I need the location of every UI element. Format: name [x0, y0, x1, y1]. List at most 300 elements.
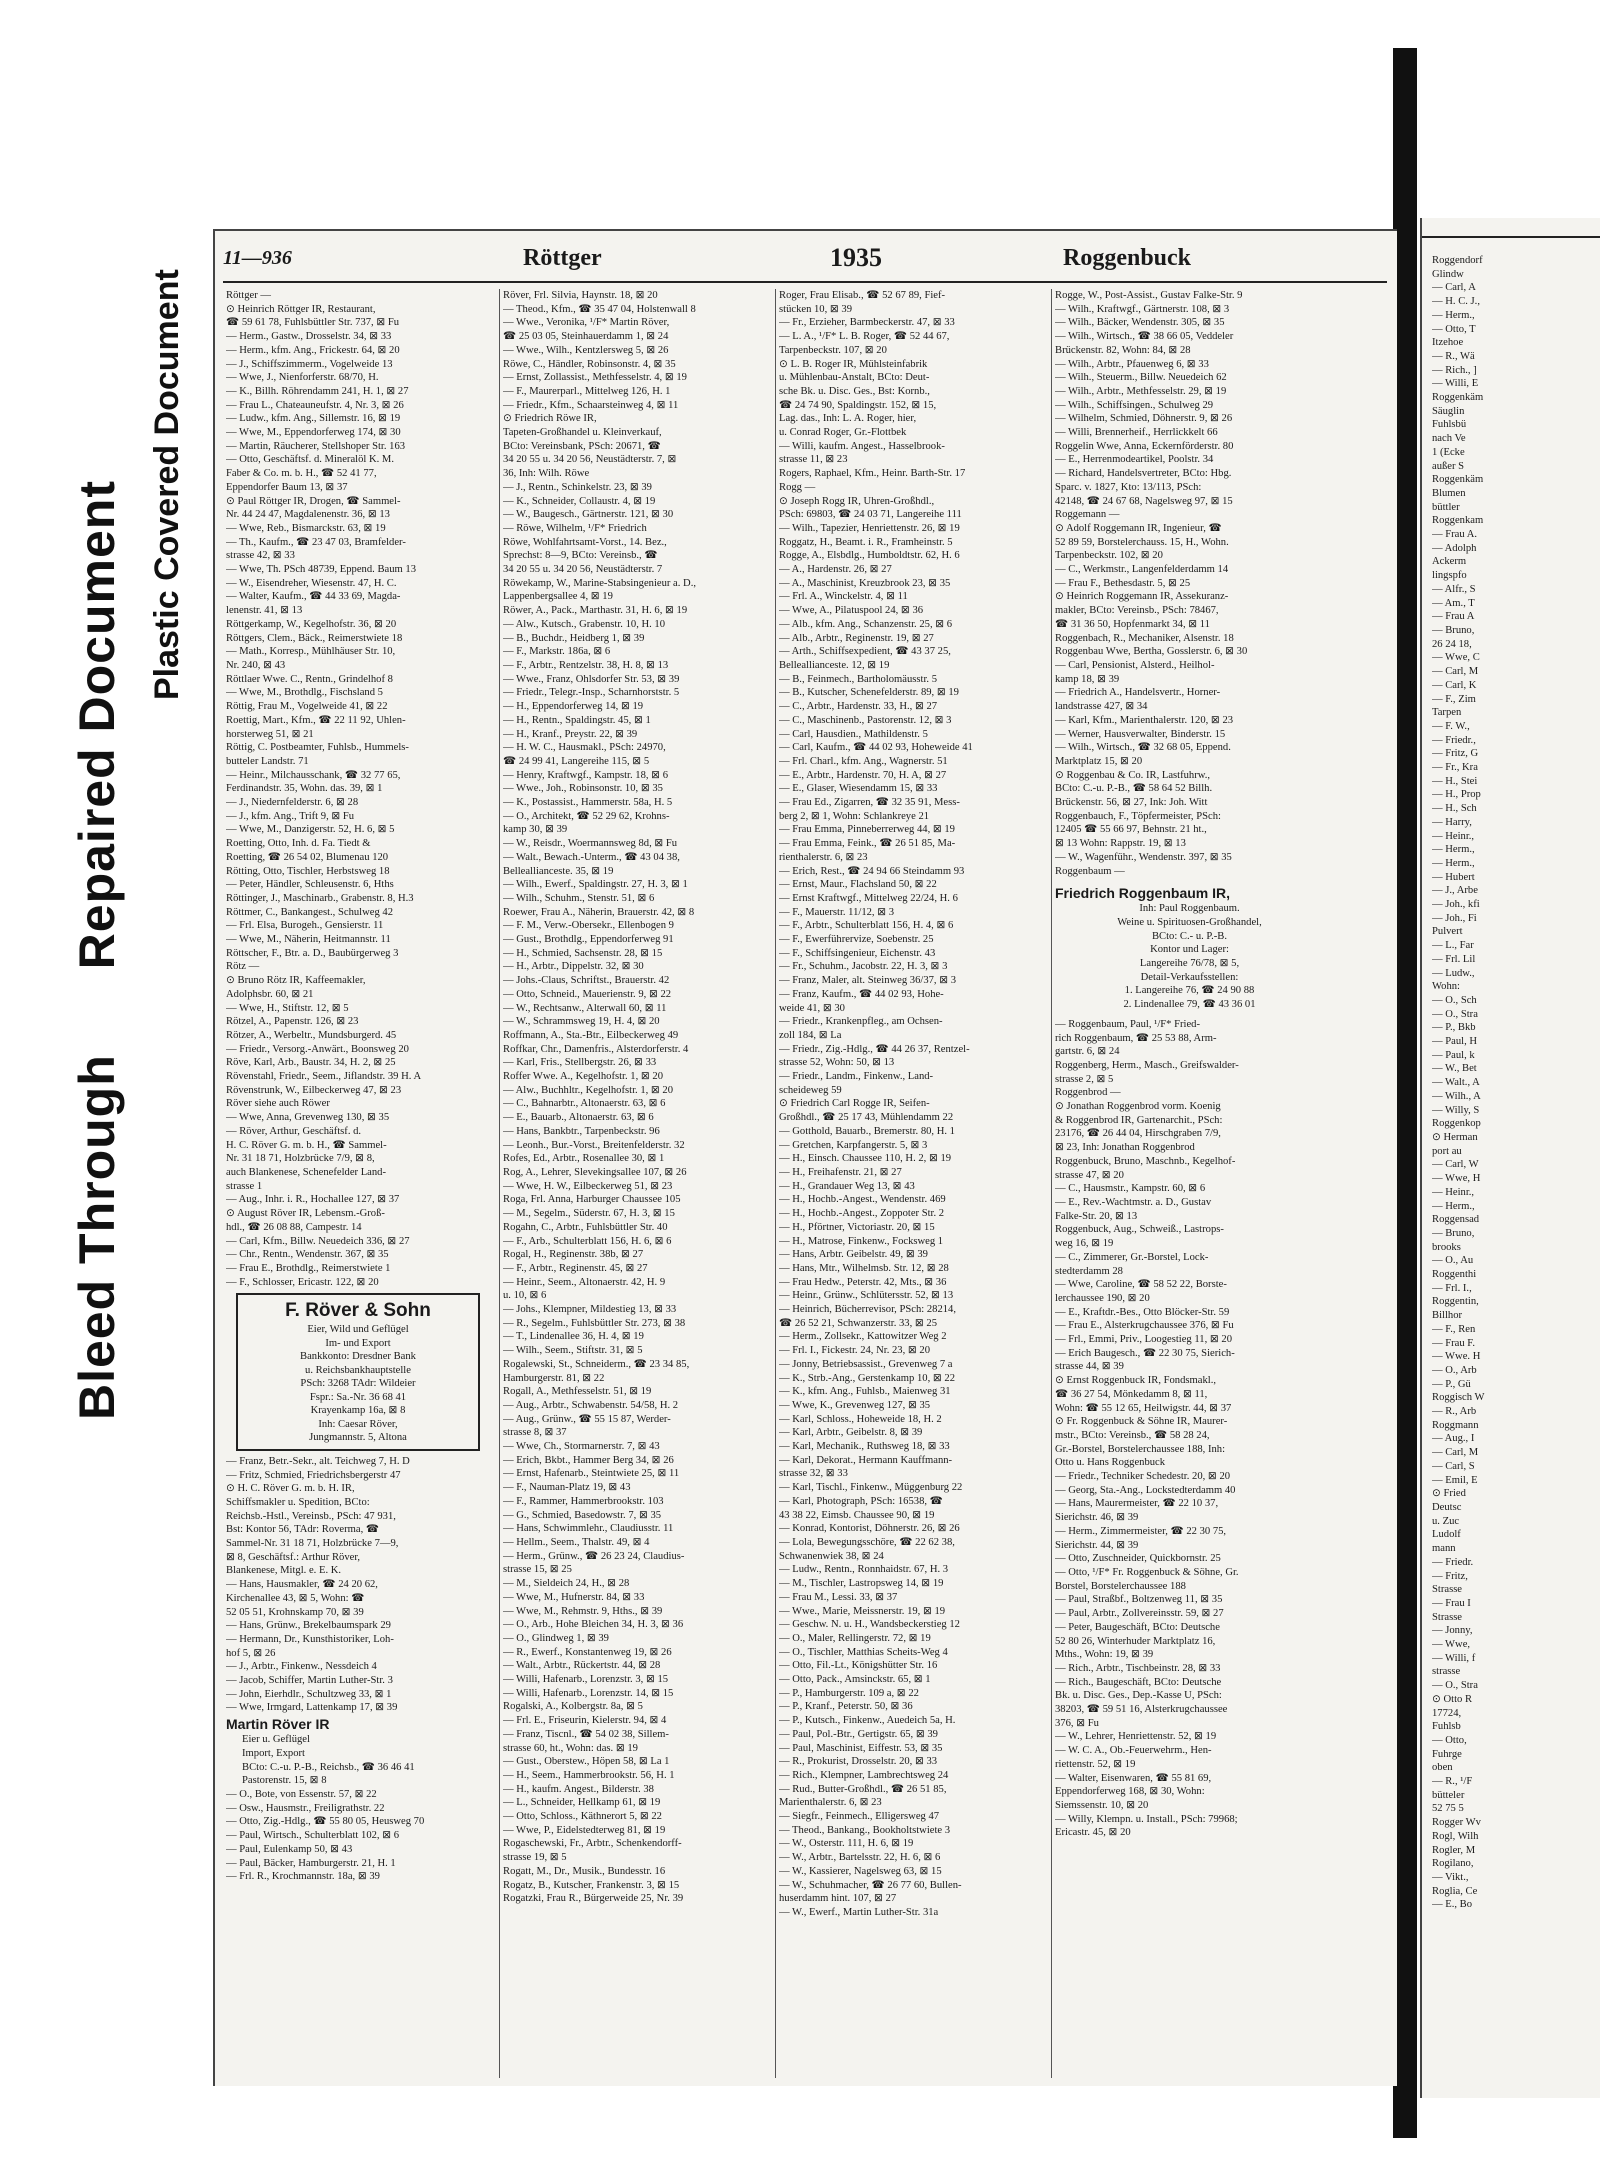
directory-entry-line: gartstr. 6, ⊠ 24 — [1055, 1046, 1120, 1058]
directory-entry-line: — Wwe., Wilh., Kentzlersweg 5, ⊠ 26 — [503, 344, 669, 356]
directory-entry-line: — Carl, M — [1432, 1447, 1479, 1459]
directory-entry-line: Falke-Str. 20, ⊠ 13 — [1055, 1210, 1138, 1222]
directory-entry-line: — Frau A. — [1432, 529, 1478, 541]
directory-entry-line: Adolphsbr. 60, ⊠ 21 — [226, 988, 314, 1000]
directory-entry-line: ⊙ H. C. Röver G. m. b. H. IR, — [226, 1483, 355, 1495]
directory-entry-line: — F., Markstr. 186a, ⊠ 6 — [503, 646, 611, 658]
directory-entry-line: — Friedr., — [1432, 734, 1476, 746]
directory-entry-line: — Wilh., Seem., Stiftstr. 31, ⊠ 5 — [503, 1345, 643, 1357]
directory-entry-line: — W., Osterstr. 111, H. 6, ⊠ 19 — [779, 1838, 914, 1850]
directory-entry-line: — Fr., Erzieher, Barmbeckerstr. 47, ⊠ 33 — [779, 317, 955, 329]
directory-entry-line: — Frl. I., Fickestr. 24, Nr. 23, ⊠ 20 — [779, 1345, 931, 1357]
directory-entry-line: — Paul, Maschinist, Eiffestr. 53, ⊠ 35 — [779, 1742, 943, 1754]
directory-entry-line: 17724, — [1432, 1707, 1462, 1719]
directory-entry-line: — M., Sieldeich 24, H., ⊠ 28 — [503, 1578, 630, 1590]
directory-entry-line: — Hans, Maurermeister, ☎ 22 10 37, — [1055, 1498, 1219, 1510]
directory-entry-line: ⊙ August Röver IR, Lebensm.-Groß- — [226, 1208, 385, 1220]
directory-entry-line: — W. C. A., Ob.-Feuerwehrm., Hen- — [1055, 1745, 1212, 1757]
directory-entry-line: — Karl, Arbtr., Geibelstr. 8, ⊠ 39 — [779, 1427, 923, 1439]
directory-entry-line: Fuhrge — [1432, 1748, 1462, 1760]
directory-entry-line: scheideweg 59 — [779, 1084, 842, 1096]
directory-entry-line: — Friedr., Versorg.-Anwärt., Boonsweg 20 — [226, 1043, 409, 1055]
directory-entry-line: — P., Bkb — [1432, 1022, 1476, 1034]
directory-entry-line: Roger, Frau Elisab., ☎ 52 67 89, Fief- — [779, 290, 946, 301]
directory-entry-line: Schiffsmakler u. Spedition, BCto: — [226, 1496, 370, 1508]
directory-entry-line: — Gust., Brothdlg., Eppendorferweg 91 — [503, 934, 674, 946]
directory-entry-line: — Frau I — [1432, 1597, 1471, 1609]
directory-entry-line: Pastorenstr. 15, ⊠ 8 — [242, 1775, 327, 1787]
directory-entry-line: 42148, ☎ 24 67 68, Nagelsweg 97, ⊠ 15 — [1055, 495, 1233, 507]
directory-entry-line: Roettig, Mart., Kfm., ☎ 22 11 92, Uhlen- — [226, 714, 406, 726]
directory-entry-line: Röwe, Wohlfahrtsamt-Vorst., 14. Bez., — [503, 536, 667, 548]
column-4 — [1051, 289, 1327, 2078]
directory-entry-line: — Frau F. — [1432, 1337, 1476, 1349]
directory-entry-line: Rötting, Otto, Tischler, Herbstsweg 18 — [226, 865, 390, 877]
directory-entry-line: u. Zuc — [1432, 1515, 1460, 1527]
directory-entry-line: ⊙ Otto R — [1432, 1693, 1473, 1705]
directory-entry-line: Roga, Frl. Anna, Harburger Chaussee 105 — [503, 1194, 681, 1206]
directory-entry-line: H. C. Röver G. m. b. H., ☎ Sammel- — [226, 1139, 387, 1151]
bleed-through-label: Bleed Through — [69, 1054, 125, 1420]
directory-entry-line: port au — [1432, 1145, 1462, 1157]
directory-entry-line: — John, Eierhdlr., Schultzweg 33, ⊠ 1 — [226, 1688, 392, 1700]
directory-entry-line: — Bruno, — [1432, 624, 1475, 636]
directory-entry-line: — Frau E., Brothdlg., Reimerstwiete 1 — [226, 1262, 391, 1274]
directory-entry-line: oben — [1432, 1762, 1453, 1774]
directory-entry-line: — Math., Korresp., Mühlhäuser Str. 10, — [226, 646, 396, 658]
directory-entry-line: — L. A., ¹/F* L. B. Roger, ☎ 52 44 67, — [779, 331, 950, 343]
directory-entry-line: — Hellm., Seem., Thalstr. 49, ⊠ 4 — [503, 1536, 650, 1548]
directory-entry-line: Import, Export — [242, 1747, 305, 1759]
directory-entry-line: Ferdinandstr. 35, Wohn. das. 39, ⊠ 1 — [226, 783, 383, 795]
directory-entry-line: — Willi, f — [1432, 1652, 1476, 1664]
directory-entry-line: Roglia, Ce — [1432, 1885, 1478, 1897]
directory-entry-line: — R., Arb — [1432, 1406, 1477, 1418]
directory-entry-line: — K., Schneider, Collaustr. 4, ⊠ 19 — [503, 495, 656, 507]
directory-entry-line: landstrasse 427, ⊠ 34 — [1055, 701, 1148, 713]
directory-entry-line: Fspr.: Sa.-Nr. 36 68 41 — [309, 1391, 407, 1403]
directory-entry-line: Röve, Karl, Arb., Baustr. 34, H. 2, ⊠ 25 — [226, 1057, 396, 1069]
directory-entry-line: Krayenkamp 16a, ⊠ 8 — [310, 1405, 406, 1417]
directory-entry-line: — B., Feinmech., Bartholomäusstr. 5 — [779, 673, 938, 685]
directory-entry-line: — O., Sch — [1432, 994, 1477, 1006]
directory-entry-line: — J., Schiffszimmerm., Vogelweide 13 — [226, 358, 393, 370]
directory-entry-line: — J., Arbtr., Finkenw., Nessdeich 4 — [226, 1661, 377, 1673]
directory-entry-line: Blankenese, Mitgl. e. E. K. — [226, 1565, 342, 1577]
directory-entry-line: Röttgers, Clem., Bäck., Reimerstwiete 18 — [226, 632, 403, 644]
directory-entry-line: u. Reichsbankhauptstelle — [305, 1364, 411, 1376]
directory-entry-line: mann — [1432, 1543, 1456, 1555]
directory-entry-line: — Frau M., Lessi. 33, ⊠ 37 — [779, 1591, 898, 1603]
directory-entry-line: — Carl, S — [1432, 1460, 1475, 1472]
directory-entry-line: BCto: C.- u. P.-B. — [1151, 930, 1228, 942]
directory-entry-line: strasse 2, ⊠ 5 — [1055, 1073, 1114, 1085]
directory-entry-line: — H., Seem., Hammerbrookstr. 56, H. 1 — [503, 1769, 675, 1781]
directory-entry-line: — W., Wagenführ., Wendenstr. 397, ⊠ 35 — [1055, 851, 1232, 863]
directory-entry-line: Röttger — — [226, 290, 272, 301]
directory-entry-line: Im- und Export — [325, 1337, 391, 1349]
directory-entry-line: — Harry, — [1432, 816, 1472, 828]
directory-entry-line: horsterweg 51, ⊠ 21 — [226, 728, 314, 740]
directory-entry-line: — J., Rentn., Schinkelstr. 23, ⊠ 39 — [503, 481, 652, 493]
directory-entry-line: — H., Einsch. Chaussee 110, H. 2, ⊠ 19 — [779, 1153, 952, 1165]
directory-entry-line: — H., Pförtner, Victoriastr. 20, ⊠ 15 — [779, 1221, 935, 1233]
directory-entry-line: — Aug., Arbtr., Schwabenstr. 54/58, H. 2 — [503, 1399, 679, 1411]
directory-entry-line: — Paul, Bäcker, Hamburgerstr. 21, H. 1 — [226, 1857, 396, 1869]
directory-entry-line: Weine u. Spirituosen-Großhandel, — [1117, 916, 1262, 928]
directory-entry-line: — H., Sch — [1432, 803, 1477, 815]
directory-entry-line: — Röwe, Wilhelm, ¹/F* Friedrich — [503, 522, 647, 534]
directory-entry-line: — Georg, Sta.-Ang., Lockstedterdamm 40 — [1055, 1484, 1236, 1496]
directory-entry-line: Roggendorf — [1432, 255, 1483, 266]
directory-entry-line: — R., Wä — [1432, 350, 1475, 362]
directory-entry-line: — Wilh., Steuerm., Billw. Neuedeich 62 — [1055, 372, 1227, 384]
column-1 — [223, 289, 493, 2078]
directory-entry-line: — H., Hochb.-Angest., Zoppoter Str. 2 — [779, 1208, 945, 1220]
directory-entry-line: — H., Kranf., Preystr. 22, ⊠ 39 — [503, 728, 638, 740]
directory-entry-line: — Wwe, K., Grevenweg 127, ⊠ 35 — [779, 1399, 931, 1411]
directory-entry-line: u. 10, ⊠ 6 — [503, 1290, 547, 1302]
directory-entry-line: bütteler — [1432, 1789, 1465, 1801]
directory-entry-line: — F., Nauman-Platz 19, ⊠ 43 — [503, 1482, 631, 1494]
directory-entry-line: Wohn: — [1432, 981, 1460, 993]
directory-entry-line: — O., Arb., Hohe Bleichen 34, H. 3, ⊠ 36 — [503, 1619, 684, 1631]
directory-entry-line: — Friedr., Telegr.-Insp., Scharnhorststr. 5 — [503, 687, 680, 699]
directory-entry-line: — Rich., ] — [1432, 364, 1477, 376]
directory-entry-line: Bankkonto: Dresdner Bank — [300, 1351, 416, 1363]
directory-entry-line: — Herm., Zimmermeister, ☎ 22 30 75, — [1055, 1525, 1227, 1537]
directory-entry-line: — Fr., Kra — [1432, 762, 1478, 774]
directory-entry-line: Nr. 44 24 47, Magdalenenstr. 36, ⊠ 13 — [226, 509, 390, 521]
directory-entry-line: nach Ve — [1432, 433, 1466, 445]
directory-entry-line: strasse 32, ⊠ 33 — [779, 1468, 848, 1480]
martin-roever-heading: Martin Röver IR — [226, 1716, 330, 1733]
directory-entry-line: — Wilh., Bäcker, Wendenstr. 305, ⊠ 35 — [1055, 317, 1225, 329]
directory-entry-line: — Frl. Lil — [1432, 953, 1476, 965]
directory-entry-line: — Frl. E., Friseurin, Kielerstr. 94, ⊠ 4 — [503, 1715, 667, 1727]
directory-entry-line: Deutsc — [1432, 1501, 1462, 1513]
directory-entry-line: — Franz, Tiscnl., ☎ 54 02 38, Sillem- — [503, 1728, 669, 1740]
directory-entry-line: Roetting, Otto, Inh. d. Fa. Tiedt & — [226, 838, 371, 850]
directory-entry-line: — O., Arb — [1432, 1364, 1477, 1376]
directory-entry-line: — Wilh., A — [1432, 1090, 1481, 1102]
directory-entry-line: — Wilh., Tapezier, Henriettenstr. 26, ⊠ 19 — [779, 522, 960, 534]
directory-entry-line: — B., Buchdr., Heidberg 1, ⊠ 39 — [503, 632, 645, 644]
directory-entry-line: — Roggenbaum, Paul, ¹/F* Fried- — [1055, 1018, 1201, 1030]
directory-entry-line: ⊙ Adolf Roggemann IR, Ingenieur, ☎ — [1055, 522, 1222, 534]
directory-entry-line: 26 24 18, — [1432, 638, 1472, 650]
directory-entry-line: Brückenstr. 82, Wohn: 84, ⊠ 28 — [1055, 344, 1191, 356]
directory-entry-line: — H., kaufm. Angest., Bilderstr. 38 — [503, 1783, 654, 1795]
directory-entry-line: — Bruno, — [1432, 1227, 1475, 1239]
directory-columns — [223, 289, 1387, 2078]
side-labels — [68, 269, 187, 1420]
directory-entry-line: — Wwe, — [1432, 1639, 1471, 1651]
directory-entry-line: — H., Freihafenstr. 21, ⊠ 27 — [779, 1167, 902, 1178]
directory-entry-line: Pulvert — [1432, 926, 1463, 938]
directory-entry-line: — H., Arbtr., Dippelstr. 32, ⊠ 30 — [503, 961, 644, 973]
directory-entry-line: — Joh., Fi — [1432, 912, 1477, 924]
directory-entry-line: — Wwe, H., Stiftstr. 12, ⊠ 5 — [226, 1002, 349, 1014]
directory-entry-line: — Wwe. H — [1432, 1351, 1481, 1363]
directory-entry-line: Marktplatz 15, ⊠ 20 — [1055, 755, 1143, 767]
directory-entry-line: Nr. 240, ⊠ 43 — [226, 659, 286, 671]
directory-entry-line: Hamburgerstr. 81, ⊠ 22 — [503, 1372, 605, 1384]
directory-entry-line: — G., Schmied, Basedowstr. 7, ⊠ 35 — [503, 1509, 662, 1521]
directory-entry-line: ⊙ Fr. Roggenbuck & Söhne IR, Maurer- — [1055, 1416, 1228, 1428]
directory-entry-line: — Frl. R., Krochmannstr. 18a, ⊠ 39 — [226, 1871, 380, 1883]
directory-entry-line: ☎ 24 99 41, Langereihe 115, ⊠ 5 — [503, 755, 650, 767]
directory-entry-line: — C., Werkmstr., Langenfelderdamm 14 — [1055, 564, 1229, 576]
directory-entry-line: — Fr., Schuhm., Jacobstr. 22, H. 3, ⊠ 3 — [779, 961, 948, 973]
directory-entry-line: — Otto, Geschäftsf. d. Mineralöl K. M. — [226, 454, 394, 466]
directory-entry-line: Röver siehe auch Röwer — [226, 1098, 330, 1110]
directory-entry-line: — Friedr., Kfm., Schaarsteinweg 4, ⊠ 11 — [503, 399, 679, 411]
directory-entry-line: Eier, Wild und Geflügel — [307, 1324, 409, 1336]
directory-entry-line: Roffmann, A., Sta.-Btr., Eilbeckerweg 49 — [503, 1029, 679, 1041]
directory-entry-line: Sierichstr. 44, ⊠ 39 — [1055, 1539, 1139, 1551]
directory-entry-line: hof 5, ⊠ 26 — [226, 1647, 276, 1659]
directory-entry-line: — Fritz, Schmied, Friedrichsbergerstr 47 — [226, 1469, 401, 1481]
directory-entry-line: Rogatt, M., Dr., Musik., Bundesstr. 16 — [503, 1865, 666, 1877]
directory-entry-line: — Rich., Klempner, Lambrechtsweg 24 — [779, 1769, 949, 1781]
directory-entry-line: 52 75 5 — [1432, 1803, 1464, 1815]
directory-entry-line: — Karl, Schloss., Hoheweide 18, H. 2 — [779, 1413, 942, 1425]
directory-entry-line: — Carl, A — [1432, 282, 1476, 294]
directory-entry-line: strasse 60, ht., Wohn: das. ⊠ 19 — [503, 1742, 638, 1754]
directory-entry-line: — Fritz, G — [1432, 748, 1479, 760]
directory-entry-line: — E., Herrenmodeartikel, Poolstr. 34 — [1055, 454, 1214, 466]
directory-entry-line: — H., Rentn., Spaldingstr. 45, ⊠ 1 — [503, 714, 651, 726]
directory-entry-line: — Otto, Zuschneider, Quickbornstr. 25 — [1055, 1553, 1221, 1565]
directory-entry-line: — Wwe, M., Näherin, Heitmannstr. 11 — [226, 934, 391, 946]
directory-entry-line: — Frau Emma, Pinneberrerweg 44, ⊠ 19 — [779, 824, 955, 836]
directory-entry-line: Roewer, Frau A., Näherin, Brauerstr. 42, ⊠ 8 — [503, 906, 695, 918]
directory-entry-line: — Gust., Oberstew., Höpen 58, ⊠ La 1 — [503, 1756, 670, 1768]
directory-entry-line: strasse — [1432, 1666, 1461, 1678]
directory-entry-line: — R., ¹/F — [1432, 1776, 1473, 1788]
directory-entry-line: — Paul, H — [1432, 1036, 1478, 1048]
directory-entry-line: — Jonny, Betriebsassist., Grevenweg 7 a — [779, 1358, 953, 1370]
directory-entry-line: — Heinrich, Bücherrevisor, PSch: 28214, — [779, 1304, 956, 1316]
directory-entry-line: ⊠ 23, Inh: Jonathan Roggenbrod — [1055, 1142, 1195, 1154]
directory-entry-line: — E., Bo — [1432, 1899, 1473, 1911]
directory-entry-line: — Johs., Klempner, Mildestieg 13, ⊠ 33 — [503, 1304, 677, 1316]
directory-entry-line: — O., Glindweg 1, ⊠ 39 — [503, 1632, 609, 1644]
directory-entry-line: — Otto, Zig.-Hdlg., ☎ 55 80 05, Heusweg 70 — [226, 1816, 425, 1828]
directory-entry-line: Sparc. v. 1827, Kto: 13/113, PSch: — [1055, 481, 1202, 493]
directory-entry-line: — Wwe, C — [1432, 652, 1480, 664]
directory-entry-line: — Johs.-Claus, Schriftst., Brauerstr. 42 — [503, 975, 670, 987]
directory-entry-line: Eppendorfer Baum 13, ⊠ 37 — [226, 481, 348, 493]
directory-entry-line: — Wwe., Franz, Ohlsdorfer Str. 53, ⊠ 39 — [503, 673, 680, 685]
directory-entry-line: stedterdamm 28 — [1055, 1265, 1123, 1277]
directory-entry-line: — Otto, Pack., Amsinckstr. 65, ⊠ 1 — [779, 1674, 931, 1686]
directory-entry-line: 2. Lindenallee 79, ☎ 43 36 01 — [1123, 999, 1256, 1011]
directory-entry-line: Nr. 31 18 71, Holzbrücke 7/9, ⊠ 8, — [226, 1153, 375, 1165]
directory-entry-line: Rogler, M — [1432, 1844, 1476, 1856]
directory-entry-line: 1. Langereihe 76, ☎ 24 90 88 — [1124, 985, 1255, 997]
directory-entry-line: ☎ 59 61 78, Fuhlsbüttler Str. 737, ⊠ Fu — [226, 317, 400, 329]
directory-entry-line: — Frau Emma, Feink., ☎ 26 51 85, Ma- — [779, 838, 956, 850]
directory-entry-line: — Karl, Fris., Stellbergstr. 26, ⊠ 33 — [503, 1057, 657, 1069]
directory-entry-line: Strasse — [1432, 1611, 1463, 1623]
directory-entry-line: — Alb., Arbtr., Reginenstr. 19, ⊠ 27 — [779, 632, 934, 644]
directory-entry-line: — P., Gü — [1432, 1378, 1471, 1390]
directory-entry-line: — P., Kutsch., Finkenw., Auedeich 5a, H. — [779, 1715, 956, 1727]
directory-entry-line: ⊠ 8, Geschäftsf.: Arthur Röver, — [226, 1551, 361, 1563]
directory-entry-line: strasse 44, ⊠ 39 — [1055, 1361, 1124, 1373]
directory-entry-line: — Wwe, H — [1432, 1173, 1481, 1185]
directory-entry-line: sche Bk. u. Disc. Ges., Bst: Kornb., — [779, 385, 930, 397]
directory-entry-line: — F. W., — [1432, 720, 1470, 732]
directory-entry-line: Rötzer, A., Werbeltr., Mundsburgerd. 45 — [226, 1029, 397, 1041]
directory-entry-line: Roggenkäm — [1432, 392, 1484, 404]
directory-entry-line: — Herm., — [1432, 844, 1475, 856]
directory-entry-line: — Franz, Betr.-Sekr., alt. Teichweg 7, H. D — [226, 1455, 410, 1467]
directory-entry-line: Rövenstrunk, W., Eilbeckerweg 47, ⊠ 23 — [226, 1084, 402, 1096]
directory-entry-line: — C., Zimmerer, Gr.-Borstel, Lock- — [1055, 1251, 1209, 1263]
directory-entry-line: — Theod., Kfm., ☎ 35 47 04, Holstenwall 8 — [503, 303, 696, 315]
directory-entry-line: — Willy, S — [1432, 1104, 1480, 1116]
directory-entry-line: — Frau E., Alsterkrugchaussee 376, ⊠ Fu — [1055, 1320, 1234, 1332]
directory-entry-line: Ackerm — [1432, 556, 1467, 568]
directory-entry-line: strasse 52, Wohn: 50, ⊠ 13 — [779, 1057, 895, 1069]
directory-entry-line: — W., Bet — [1432, 1063, 1477, 1075]
directory-entry-line: Mths., Wohn: 19, ⊠ 39 — [1055, 1649, 1154, 1661]
directory-entry-line: — Wilh., Arbtr., Pfauenweg 6, ⊠ 33 — [1055, 358, 1209, 370]
directory-entry-line: — Frau F., Bethesdastr. 5, ⊠ 25 — [1055, 577, 1191, 589]
directory-entry-line: strasse 1 — [226, 1180, 263, 1192]
directory-entry-line: Roggensad — [1432, 1214, 1480, 1226]
directory-entry-line: BCto: C.-u. P.-B., ☎ 58 64 52 Billh. — [1055, 783, 1213, 795]
directory-entry-line: — O., Au — [1432, 1255, 1474, 1267]
directory-entry-line: — Ludw., kfm. Ang., Sillemstr. 16, ⊠ 19 — [226, 413, 401, 425]
directory-entry-line: Jungmannstr. 5, Altona — [309, 1432, 407, 1444]
directory-entry-line: Lappenbergsallee 4, ⊠ 19 — [503, 591, 613, 603]
directory-entry-line: Röver, Frl. Silvia, Haynstr. 18, ⊠ 20 — [503, 290, 658, 301]
directory-entry-line: — Wilh., Kraftwgf., Gärtnerstr. 108, ⊠ 3 — [1055, 303, 1230, 315]
directory-entry-line: 34 20 55 u. 34 20 56, Neustädterstr. 7 — [503, 564, 663, 576]
directory-entry-line: Rogatzki, Frau R., Bürgerweide 25, Nr. 39 — [503, 1893, 684, 1905]
directory-entry-line: Eppendorferweg 168, ⊠ 30, Wohn: — [1055, 1786, 1205, 1798]
directory-entry-line: — Willi, Hafenarb., Lorenzstr. 14, ⊠ 15 — [503, 1687, 674, 1699]
directory-entry-line: — Willi, Brennerheif., Herrlickkelt 66 — [1055, 427, 1218, 439]
directory-entry-line: — Peter, Händler, Schleusenstr. 6, Hths — [226, 879, 394, 891]
directory-entry-line: — Alfr., S — [1432, 583, 1476, 595]
directory-entry-line: — Hans, Schwimmlehr., Claudiusstr. 11 — [503, 1523, 674, 1535]
directory-entry-line: — Carl, W — [1432, 1159, 1479, 1171]
directory-entry-line: — Wwe, H. W., Eilbeckerweg 51, ⊠ 23 — [503, 1180, 673, 1192]
directory-entry-line: 12405 ☎ 55 66 97, Behnstr. 21 ht., — [1055, 824, 1207, 836]
directory-entry-line: Detail-Verkaufsstellen: — [1140, 971, 1239, 983]
directory-entry-line: brooks — [1432, 1241, 1461, 1253]
directory-entry-line: 34 20 55 u. 34 20 56, Neustädterstr. 7, ⊠ — [503, 454, 677, 466]
directory-entry-line: Kirchenallee 43, ⊠ 5, Wohn: ☎ — [226, 1592, 365, 1604]
directory-entry-line: — Friedr., Zig.-Hdlg., ☎ 44 26 37, Rentzel- — [779, 1043, 970, 1055]
directory-entry-line: — Walt., Bewach.-Unterm., ☎ 43 04 38, — [503, 851, 680, 863]
directory-entry-line: — J., Arbe — [1432, 885, 1478, 897]
directory-entry-line: — Paul, Pol.-Btr., Gertigstr. 65, ⊠ 39 — [779, 1728, 938, 1740]
directory-entry-line: — W., Baugesch., Gärtnerstr. 121, ⊠ 30 — [503, 509, 674, 521]
directory-entry-line: Rogaschewski, Fr., Arbtr., Schenkendorff- — [503, 1838, 682, 1850]
directory-entry-line: — Franz, Maler, alt. Steinweg 36/37, ⊠ 3 — [779, 975, 957, 987]
directory-entry-line: zoll 184, ⊠ La — [779, 1029, 842, 1041]
directory-entry-line: — Ludw., Rentn., Ronnhaidstr. 67, H. 3 — [779, 1564, 949, 1576]
directory-entry-line: Roggemann — — [1055, 509, 1120, 521]
friedrich-roggenbaum-heading: Friedrich Roggenbaum IR, — [1055, 885, 1231, 902]
directory-entry-line: — F., Arbtr., Reginenstr. 45, ⊠ 27 — [503, 1262, 648, 1274]
directory-entry-line: — H., Hochb.-Angest., Wendenstr. 469 — [779, 1194, 946, 1206]
directory-entry-line: — Carl, Hausdien., Mathildenstr. 5 — [779, 728, 928, 740]
directory-entry-line: Langereihe 76/78, ⊠ 5, — [1139, 958, 1240, 970]
directory-entry-line: — Ernst, Zollassist., Methfesselstr. 4, ⊠ 19 — [503, 372, 687, 384]
directory-entry-line: — Karl, Photograph, PSch: 16538, ☎ — [779, 1495, 943, 1507]
directory-entry-line: — Otto, Fil.-Lt., Königshütter Str. 16 — [779, 1660, 938, 1672]
directory-entry-line: 36, Inh: Wilh. Röwe — [503, 468, 590, 480]
directory-entry-line: strasse 47, ⊠ 20 — [1055, 1169, 1124, 1181]
directory-entry-line: — Carl, M — [1432, 666, 1479, 678]
directory-entry-line: Roetting, ☎ 26 54 02, Blumenau 120 — [226, 851, 389, 863]
directory-entry-line: Rogers, Raphael, Kfm., Heinr. Barth-Str. 17 — [779, 468, 966, 480]
directory-entry-line: — Walt., A — [1432, 1077, 1480, 1089]
directory-entry-line: Roggmann — [1432, 1419, 1479, 1431]
directory-entry-line: — W., Eisendreher, Wiesenstr. 47, H. C. — [226, 577, 397, 589]
directory-entry-line: Rogge, A., Elsbdlg., Humboldtstr. 62, H. 6 — [779, 550, 960, 562]
directory-entry-line: — F., Schiffsingenieur, Eichenstr. 43 — [779, 947, 936, 959]
directory-entry-line: — H., Prop — [1432, 789, 1481, 801]
directory-entry-line: — F., Rammer, Hammerbrookstr. 103 — [503, 1495, 664, 1507]
directory-entry-line: — H., Schmied, Sachsenstr. 28, ⊠ 15 — [503, 947, 663, 959]
directory-entry-line: 38203, ☎ 59 51 16, Alsterkrugchaussee — [1055, 1704, 1228, 1716]
directory-entry-line: Rogger Wv — [1432, 1817, 1481, 1829]
directory-entry-line: Roggenbach, R., Mechaniker, Alsenstr. 18 — [1055, 632, 1234, 644]
directory-entry-line: — Wilh., Arbtr., Methfesselstr. 29, ⊠ 19 — [1055, 385, 1227, 397]
directory-entry-line: weg 16, ⊠ 19 — [1055, 1238, 1114, 1250]
directory-entry-line: — E., Rev.-Wachtmstr. a. D., Gustav — [1055, 1197, 1212, 1208]
directory-entry-line: auch Blankenese, Schenefelder Land- — [226, 1167, 387, 1178]
directory-entry-line: — Wwe, Ch., Stormarnerstr. 7, ⊠ 43 — [503, 1441, 660, 1453]
directory-entry-line: Röttlaer Wwe. C., Rentn., Grindelhof 8 — [226, 673, 393, 685]
directory-entry-line: Siemssenstr. 10, ⊠ 20 — [1055, 1799, 1149, 1811]
directory-entry-line: — Wwe, M., Hufnerstr. 84, ⊠ 33 — [503, 1591, 645, 1603]
directory-entry-line: — Frl. Elsa, Burogeh., Gensierstr. 11 — [226, 920, 384, 932]
directory-entry-line: Roggenberg, Herm., Masch., Greifswalder- — [1055, 1059, 1239, 1071]
directory-entry-line: — Otto, Schloss., Käthnerort 5, ⊠ 22 — [503, 1811, 662, 1823]
directory-entry-line: Tarpen — [1432, 707, 1462, 719]
directory-entry-line: — Carl, K — [1432, 679, 1477, 691]
directory-entry-line: — P., Kranf., Peterstr. 50, ⊠ 36 — [779, 1701, 913, 1713]
directory-entry-line: — E., Glaser, Wiesendamm 15, ⊠ 33 — [779, 783, 938, 795]
directory-entry-line: Belleallianceste. 12, ⊠ 19 — [779, 659, 890, 671]
directory-entry-line: — B., Kutscher, Schenefelderstr. 89, ⊠ 19 — [779, 687, 959, 699]
directory-entry-line: — Frau A — [1432, 611, 1475, 623]
directory-entry-line: Roggenbaum — — [1055, 865, 1125, 877]
directory-entry-line: Borstel, Borstelerchaussee 188 — [1055, 1580, 1186, 1592]
directory-entry-line: Röttscher, F., Btr. a. D., Baubürgerweg 3 — [226, 947, 399, 959]
directory-entry-line: — Paul, Straßbf., Boltzenweg 11, ⊠ 35 — [1055, 1594, 1223, 1606]
directory-entry-line: Marienthalerstr. 6, ⊠ 23 — [779, 1797, 882, 1809]
directory-entry-line: — H. W. C., Hausmakl., PSch: 24970, — [503, 742, 666, 754]
directory-entry-line: — Wilh., Wirtsch., ☎ 32 68 05, Eppend. — [1055, 742, 1231, 754]
directory-entry-line: Gr.-Borstel, Borstelerchaussee 188, Inh: — [1055, 1443, 1226, 1455]
directory-entry-line: — O., Stra — [1432, 1680, 1478, 1692]
directory-entry-line: — O., Maler, Rellingerstr. 72, ⊠ 19 — [779, 1632, 931, 1644]
header-last-name: Roggenbuck — [1063, 245, 1192, 271]
directory-entry-line: Roggenkop — [1432, 1118, 1481, 1130]
directory-entry-line: — L., Schneider, Hellkamp 61, ⊠ 19 — [503, 1797, 661, 1809]
directory-entry-line: ⊙ Fried — [1432, 1488, 1466, 1500]
